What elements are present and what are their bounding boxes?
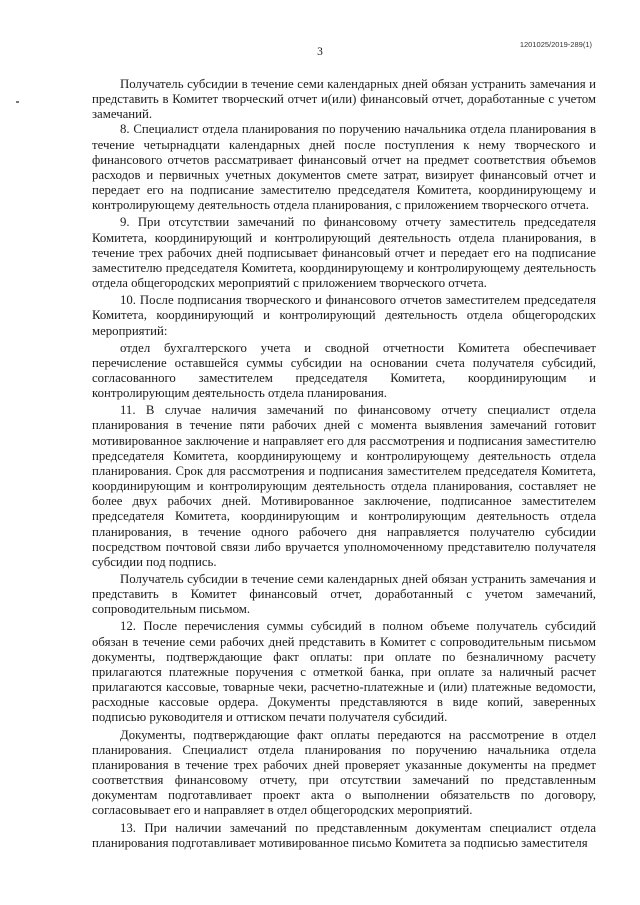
paragraph: 13. При наличии замечаний по представленным документам специалист отдела планирования подготавливает мотивированное письмо Комитета за подписью заместителя [92, 820, 596, 850]
paragraph: отдел бухгалтерского учета и сводной отчетности Комитета обеспечивает перечисление оставшейся суммы субсидии на основании счета получателя субсидий, согласованного заместителем председателя Комитета, координирующим и контролирующим деятельность отдела планирования. [92, 340, 596, 401]
paragraph: 8. Специалист отдела планирования по поручению начальника отдела планирования в течение четырнадцати календарных дней после поступления к нему творческого и финансового отчетов рассматривает финансовый отчет на предмет соответствия объемов расходов и первичных учетных документов смете затрат, визирует финансовый отчет и передает его на подписание заместителю председателя Комитета, координирующему и контролирующему деятельность отдела планирования, с приложением творческого отчета. [92, 122, 596, 213]
page-number: 3 [317, 46, 323, 58]
paragraph: Документы, подтверждающие факт оплаты передаются на рассмотрение в отдел планирования. Специалист отдела планирования по поручению начальника отдела планирования в течение трех рабочих дней проверяет указанные документы на предмет соответствия финансовому отчету, при отсутствии замечаний по представленным документам подготавливает проект акта о выполнении обязательств по договору, согласовывает его и направляет в отдел общегородских мероприятий. [92, 727, 596, 818]
paragraph: 11. В случае наличия замечаний по финансовому отчету специалист отдела планирования в течение пяти рабочих дней с момента выявления замечаний готовит мотивированное заключение и направляет его для рассмотрения и подписания заместителю председателя Комитета, координирующему и контролирующему деятельность отдела планирования. Срок для рассмотрения и подписания заместителем председателя Комитета, координирующим и контролирующим деятельность отдела планирования, составляет не более двух рабочих дней. Мотивированное заключение, подписанное заместителем председателя Комитета, координирующим и контролирующим деятельность отдела планирования, в течение одного рабочего дня направляется получателю субсидии посредством почтовой связи либо вручается уполномоченному представителю получателя субсидии под подпись. [92, 403, 596, 569]
paragraph: Получатель субсидии в течение семи календарных дней обязан устранить замечания и представить в Комитет творческий отчет и(или) финансовый отчет, доработанные с учетом замечаний. [92, 77, 596, 122]
document-code: 1201025/2019-289(1) [519, 40, 592, 49]
paragraph: 10. После подписания творческого и финансового отчетов заместителем председателя Комитета, координирующий и контролирующий деятельность отдела общегородских мероприятий: [92, 293, 596, 338]
paragraph: 9. При отсутствии замечаний по финансовому отчету заместитель председателя Комитета, координирующий и контролирующий деятельность отдела планирования, в течение трех рабочих дней подписывает финансовый отчет и передает его на подписание заместителю председателя Комитета, координирующему и контролирующему деятельность отдела общегородских мероприятий с приложением творческого отчета. [92, 215, 596, 291]
paragraph: Получатель субсидии в течение семи календарных дней обязан устранить замечания и представить в Комитет финансовый отчет, доработанный с учетом замечаний, сопроводительным письмом. [92, 572, 596, 617]
paragraph: 12. После перечисления суммы субсидий в полном объеме получатель субсидий обязан в течение семи рабочих дней представить в Комитет с сопроводительным письмом документы, подтверждающие факт оплаты: при оплате по безналичному расчету прилагаются платежные поручения с отметкой банка, при оплате за наличный расчет прилагаются кассовые, товарные чеки, расчетно-платежные и (или) платежные ведомости, расходные кассовые ордера. Документы представляются в виде копий, заверенных подписью руководителя и оттиском печати получателя субсидий. [92, 619, 596, 725]
document-body [92, 77, 596, 851]
scan-artifact [16, 101, 19, 103]
